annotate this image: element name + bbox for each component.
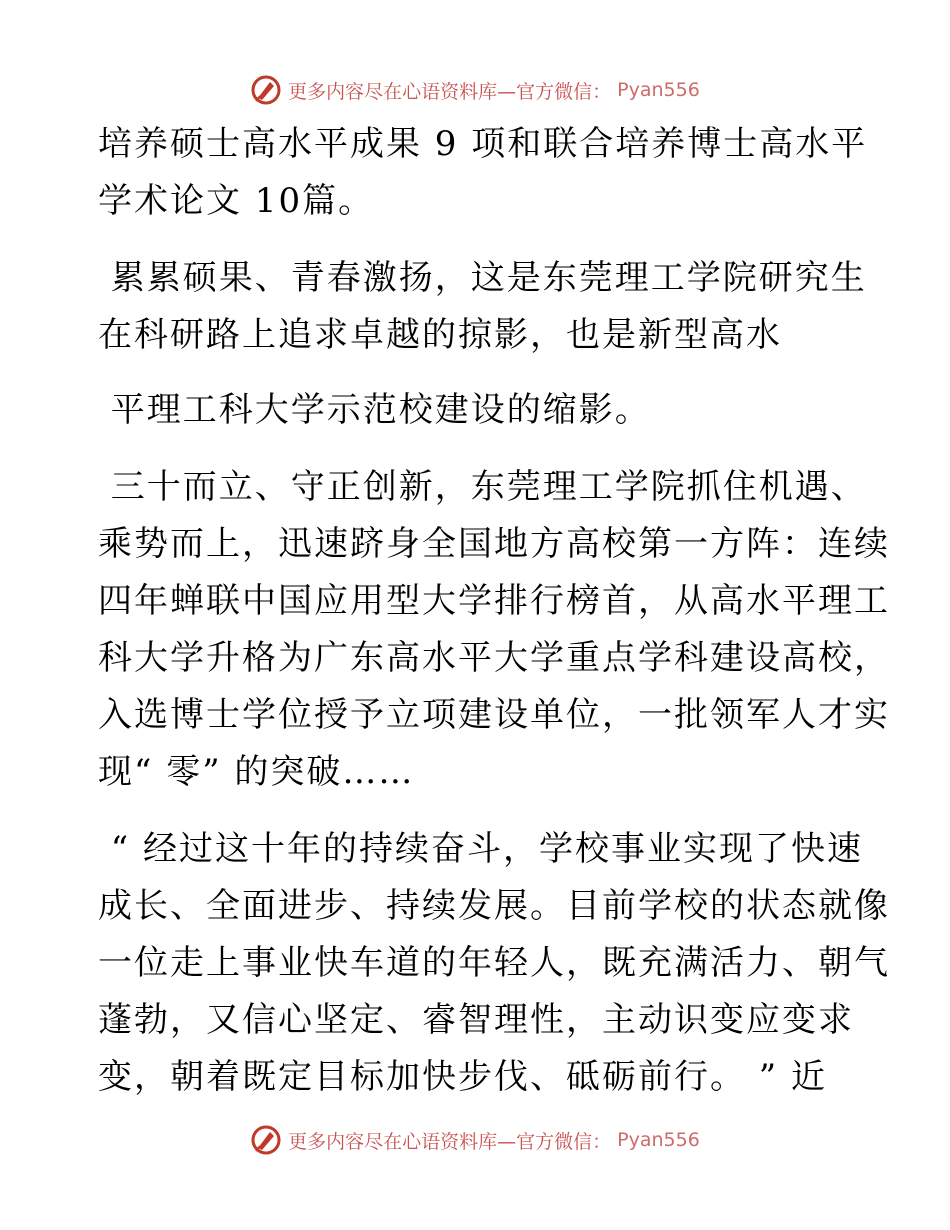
watermark-wechat-id: Pyan556 xyxy=(617,79,700,101)
text-line: 三十而立、守正创新，东莞理工学院抓住机遇、 xyxy=(98,467,867,507)
text-line: 乘势而上，迅速跻身全国地方高校第一方阵：连续 xyxy=(98,524,890,564)
text-line: 四年蝉联中国应用型大学排行榜首，从高水平理工 xyxy=(98,581,890,621)
text-line: 科大学升格为广东高水平大学重点学科建设高校， xyxy=(98,638,890,678)
text-line: 变，朝着既定目标加快步伐、砥砺前行。 ” 近 xyxy=(98,1057,827,1097)
watermark-text: 更多内容尽在心语资料库—官方微信： xyxy=(288,80,612,103)
text-line: 累累硕果、青春激扬，这是东莞理工学院研究生 xyxy=(98,258,867,298)
footer-watermark xyxy=(0,1124,950,1156)
header-watermark xyxy=(0,74,950,106)
text-line: 平理工科大学示范校建设的缩影。 xyxy=(98,390,651,430)
text-line: 入选博士学位授予立项建设单位，一批领军人才实 xyxy=(98,695,890,735)
text-line: 在科研路上追求卓越的掠影，也是新型高水 xyxy=(98,315,782,355)
text-line: 成长、全面进步、持续发展。目前学校的状态就像 xyxy=(98,886,890,926)
text-line: 蓬勃，又信心坚定、睿智理性，主动识变应变求 xyxy=(98,1000,854,1040)
quill-logo-icon xyxy=(250,1124,282,1156)
watermark-wechat-id: Pyan556 xyxy=(617,1129,700,1151)
text-line: 学术论文 10篇。 xyxy=(98,181,375,221)
text-line: 培养硕士高水平成果 9 项和联合培养博士高水平 xyxy=(98,124,868,164)
text-line: 一位走上事业快车道的年轻人，既充满活力、朝气 xyxy=(98,943,890,983)
text-line: 现“ 零” 的突破…… xyxy=(98,752,415,792)
text-line: “ 经过这十年的持续奋斗，学校事业实现了快速 xyxy=(98,829,863,869)
document-body xyxy=(98,124,890,1097)
quill-logo-icon xyxy=(250,74,282,106)
watermark-text: 更多内容尽在心语资料库—官方微信： xyxy=(288,1130,612,1153)
